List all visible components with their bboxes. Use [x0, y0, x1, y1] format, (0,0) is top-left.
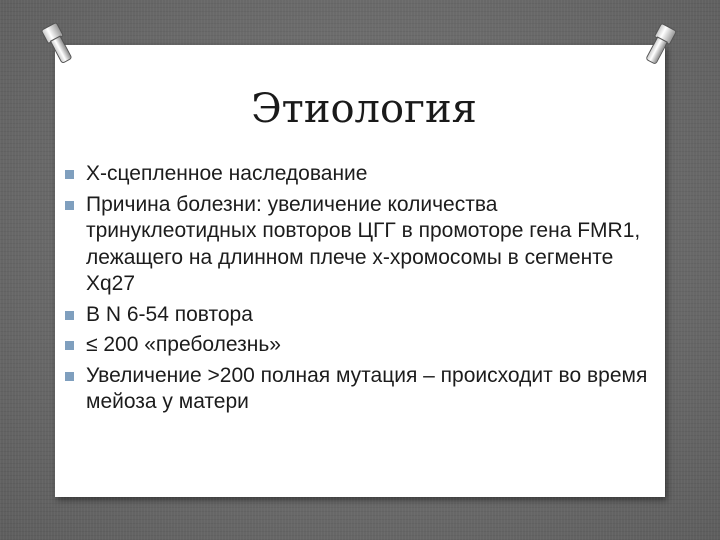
square-bullet-icon [65, 311, 74, 320]
pushpin-icon [640, 21, 678, 67]
square-bullet-icon [65, 372, 74, 381]
list-item [64, 332, 664, 359]
slide-title: Этиология [251, 86, 477, 132]
square-bullet-icon [65, 341, 74, 350]
list-item-text: Х-сцепленное наследование [86, 162, 368, 185]
list-item [64, 302, 664, 329]
list-item-text: ≤ 200 «преболезнь» [86, 333, 281, 356]
square-bullet-icon [65, 201, 74, 210]
square-bullet-icon [65, 170, 74, 179]
list-item [64, 363, 664, 416]
list-item-text: Причина болезни: увеличение количества тринуклеотидных повторов ЦГГ в промоторе гена FMR1, лежащего на длинном плече х-хромосомы в сегменте Xq27 [86, 192, 641, 295]
bullet-list [64, 161, 664, 420]
list-item-text: В N 6-54 повтора [86, 302, 253, 326]
list-item [64, 161, 664, 188]
list-item [64, 192, 664, 298]
list-item-text: Увеличение >200 полная мутация – происходит во время мейоза у матери [86, 363, 648, 413]
